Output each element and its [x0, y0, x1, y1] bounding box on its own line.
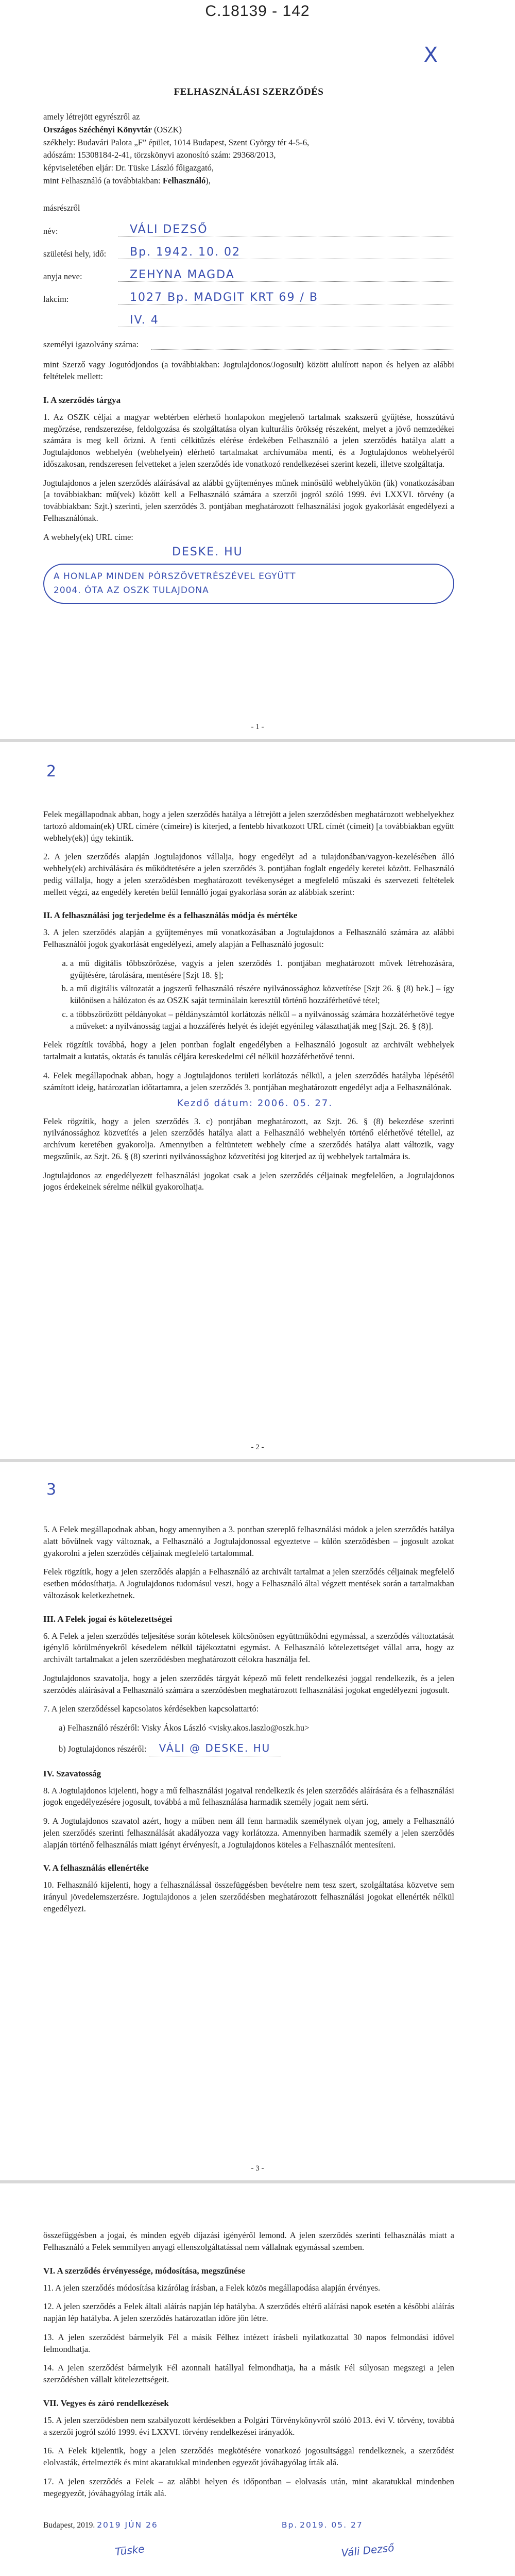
paragraph: Jogtulajdonos az engedélyezett felhasználási jogokat csak a jelen szerződés céljainak megfelelően, a Jogtulajdonos jogos érdekeinek sérelme nélkül gyakorolhatja. — [43, 1170, 454, 1192]
paragraph: 10. Felhasználó kijelenti, hogy a felhasználással összefüggésben bevételre nem tesz szert, szolgáltatása közvetve sem irányul jövedelemszerzésre. Jogtulajdonos a jelen szerződésben meghatározott felhasználási jogokat ellenérték nélkül engedélyezi. — [43, 1880, 454, 1913]
field-mother — [43, 264, 454, 282]
field-value: ZEHYNA MAGDA — [118, 268, 454, 282]
paragraph: összefüggésben a jogai, és minden egyéb díjazási igényéről lemond. A jelen szerződés szerinti felhasználás miatt a Felhasználó a Felek semmilyen anyagi ellenszolgáltatással nem vállalnak egymással szemben. — [43, 2230, 454, 2252]
paragraph: 9. A Jogtulajdonos szavatol azért, hogy a műben nem áll fenn harmadik személynek olyan jog, amely a Felhasználó jelen szerződés szerinti felhasználását akadályozza vagy korlátozza. Amennyiben harmadik személy a jelen szerződés alapján történő felhasználás miatt igényt érvényesít, a Jogtulajdonos köteles a Felhasználót mentesíteni. — [43, 1816, 454, 1850]
library-abbr: (OSZK) — [151, 124, 182, 134]
paragraph: 6. A Felek a jelen szerződés teljesítése során kötelesek kölcsönösen együttműködni egymással, a szerződés változtatását igénylő körülményekről késedelem nélkül tájékoztatni egymást. A Felhasználó kötelezettséget vállal arra, hogy az archivált tartalmakat a jelen szerződésben meghatározott célokra használja fel. — [43, 1631, 454, 1665]
place-date-text: Bp. — [281, 2520, 298, 2530]
rights-list — [43, 958, 454, 1032]
paragraph: 11. A jelen szerződés módosítása kizárólag írásban, a Felek közös megállapodása alapján érvényes. — [43, 2282, 381, 2293]
page-number: - 1 - — [251, 723, 264, 731]
field-value: IV. 4 — [118, 314, 454, 327]
page-number: - 2 - — [251, 1443, 264, 1451]
paragraph: Felek rögzítik, hogy a jelen szerződés 3. c) pontjában meghatározott, az Szjt. 26. § (8) bekezdése szerinti nyilvánossághoz közvetítés a jelen szerződés hatálya alatt a Felhasználó webhelyén történő elérhetővé tétellel, az archívum keretében gyakorolja. Amennyiben a feltüntetett webhely címe a szerződés hatálya alatt változik, vagy megszűnik, az Szjt. 26. § (8) szerinti nyilvánossághoz közvetítési jog kiterjed az új webhelyek tartalmára is. — [43, 1116, 454, 1161]
paragraph: Jogtulajdonos szavatolja, hogy a jelen szerződés tárgyát képező mű felett rendelkezési joggal rendelkezik, és a jelen szerződés aláírásával a Felhasználó számára a szerződésben meghatározott felhasználási jogokat engedélyezni jogosult. — [43, 1673, 454, 1695]
section-6-title: VI. A szerződés érvényessége, módosítása, megszűnése — [43, 2265, 245, 2276]
place-date-stamp: 2019 JÚN 26 — [97, 2520, 158, 2530]
field-address-2 — [43, 310, 454, 327]
handwritten-signature: Tüske — [114, 2543, 145, 2558]
corner-mark: X — [423, 43, 438, 67]
page-4 — [0, 2183, 515, 2576]
place-date-left — [43, 2520, 216, 2531]
paragraph: 2. A jelen szerződés alapján Jogtulajdonos vállalja, hogy engedélyt ad a tulajdonában/vagyon-kezelésében álló webhely(ek) archiválására és működtetésére a jelen szerződés 3. pontjában foglalt engedély keretei között. Felhasználó pedig vállalja, hogy a jelen szerződésben meghatározott tevékenységet a megfelelő műszaki és szervezeti feltételek mellett végzi, az engedély keretén belül fennálló jogai gyakorlása során az alábbiak szerint: — [43, 852, 454, 897]
paragraph: Felek rögzítik továbbá, hogy a jelen pontban foglalt engedélyben a Felhasználó jogosult az archivált webhelyek tartalmait a kutatás, oktatás és tanulás céljára kereskedelmi cél nélkül hozzáférhetővé tenni. — [43, 1040, 454, 1062]
library-tax: adószám: 15308184-2-41, törzskönyvi azonosító szám: 29368/2013, — [43, 150, 276, 160]
document-header — [0, 0, 515, 23]
place-date-text: Budapest, 2019. — [43, 2521, 95, 2530]
library-name-line — [43, 124, 454, 136]
field-label: anyja neve: — [43, 272, 82, 282]
paragraph: 1. Az OSZK céljai a magyar webtérben elérhető honlapokon megjelenő tartalmak szakszerű gyűjtése, hosszútávú megőrzése, rendszerezése, feldolgozása és szolgáltatása olyan kulturális örökség részeként, melyet a jövő nemzedékei számára is meg kell őrizni. A fenti célkitűzés elérése érdekében Felhasználó a jelen szerződés hatálya alatt a Jogtulajdonos webhelyén (webhelyein) elérhető tartalmakat archívumába menti, és a Jogtulajdonos webhelyéről időszakosan, rendszeresen felvetteket a jelen szerződés ide vonatkozó rendelkezései szerint kezeli, illetve szolgáltatja. — [43, 412, 454, 469]
place-date-row — [43, 2520, 454, 2531]
signature-library — [43, 2544, 216, 2576]
signature-owner — [282, 2541, 454, 2576]
section-5-title: V. A felhasználás ellenértéke — [43, 1863, 149, 1873]
paragraph: 16. A Felek kijelentik, hogy a jelen szerződés megkötésére vonatkozó jogosultsággal rendelkeznek, a szerződést elolvasták, értelmezték és mint akaratukkal mindenben egyezőt jóváhagyólag írták alá. — [43, 2446, 454, 2468]
library-rep: képviseletében eljár: Dr. Tüske László főigazgató, — [43, 163, 214, 173]
section-3-title: III. A Felek jogai és kötelezettségei — [43, 1614, 173, 1624]
paragraph: 8. A Jogtulajdonos kijelenti, hogy a mű felhasználási jogaival rendelkezik és jelen szerződés aláírására és a felhasználási jogok engedélyezésére jogosult, továbbá a mű felhasználása harmadik személy jogait nem sérti. — [43, 1785, 454, 1807]
field-label: személyi igazolvány száma: — [43, 340, 139, 350]
section-1-title: I. A szerződés tárgya — [43, 395, 121, 405]
page-3 — [0, 1462, 515, 2180]
field-value — [151, 349, 454, 350]
paragraph: 5. A Felek megállapodnak abban, hogy amennyiben a 3. pontban szereplő felhasználási módok a jelen szerződés hatálya alatt bővülnek vagy változnak, a Felhasználó a Jogtulajdonossal egyeztetve – külön szerződésben – jogosult azokat gyakorolni a jelen szerződés céljainak megfelelő tartalommal. — [43, 1524, 454, 1558]
library-name: Országos Széchényi Könyvtár — [43, 124, 152, 134]
place-date-hand: 2019. 05. 27 — [300, 2520, 363, 2530]
section-2-title: II. A felhasználási jog terjedelme és a felhasználás módja és mértéke — [43, 910, 298, 921]
paragraph: 17. A jelen szerződés a Felek – az alábbi helyen és időpontban – elolvasás után, mint akaratukkal mindenben megegyezőt, jóváhagyólag írták alá. — [43, 2476, 454, 2498]
corner-mark: 2 — [46, 762, 57, 781]
field-id-card — [43, 332, 454, 350]
paragraph: 7. A jelen szerződéssel kapcsolatos kérdésekben kapcsolattartó: — [43, 1704, 259, 1714]
corner-mark: 3 — [46, 1481, 57, 1499]
field-label: lakcím: — [43, 294, 69, 304]
field-birth — [43, 242, 454, 259]
library-address: székhely: Budavári Palota „F” épület, 1014 Budapest, Szent György tér 4-5-6, — [43, 137, 310, 147]
contact-owner-hand: VÁLI @ DESKE. HU — [149, 1741, 281, 1756]
library-role-line — [43, 175, 454, 187]
handwritten-date: Kezdő dátum: 2006. 05. 27. — [177, 1097, 333, 1109]
page-1 — [0, 23, 515, 739]
party-role: mint Szerző vagy Jogutódjondos (a továbbiakban: Jogtulajdonos/Jogosult) között alulírott napon és helyen az alábbi feltételek mellett: — [43, 360, 454, 382]
field-label: név: — [43, 226, 58, 236]
box-line: 2004. ÓTA AZ OSZK TULAJDONA — [54, 585, 209, 596]
field-value: Bp. 1942. 10. 02 — [118, 246, 454, 259]
paragraph: 14. A jelen szerződést bármelyik Fél azonnali hatállyal felmondhatja, ha a másik Fél súlyosan megszegi a jelen szerződésben vállalt kötelezettségeit. — [43, 2363, 454, 2385]
contact-library: a) Felhasználó részéről: Visky Ákos László <visky.akos.laszlo@oszk.hu> — [59, 1723, 310, 1733]
url-handwritten: DESKE. HU — [172, 545, 243, 558]
field-value: 1027 Bp. MADGIT KRT 69 / B — [118, 291, 454, 304]
field-name — [43, 219, 454, 236]
field-label: születési hely, idő: — [43, 249, 107, 259]
contract-title: FELHASZNÁLÁSI SZERZŐDÉS — [174, 87, 324, 97]
paragraph: Felek rögzítik, hogy a jelen szerződés alapján a Felhasználó az archivált tartalmat a jelen szerződés céljainak megfelelő esetben módosíthatja. A Jogtulajdonos tudomásul veszi, hogy a Felhasználó által végzett mentések során a tartalmakban változások keletkezhetnek. — [43, 1567, 454, 1600]
list-item: c. a többszörözött példányokat – példányszámtól korlátozás nélkül – a nyilvánosság számára hozzáférhetővé tegye a műveket: a nyilvánosság tagjai a hozzáférés helyét és idejét egyénileg választhatják meg [Szjt. 26. § (8)]. — [70, 1009, 454, 1032]
handwritten-box — [43, 564, 454, 604]
intro-text: amely létrejött egyrészről az — [43, 112, 140, 122]
library-role-prefix: mint Felhasználó (a továbbiakban: — [43, 175, 163, 185]
page-2 — [0, 742, 515, 1459]
page-number: - 3 - — [251, 2164, 264, 2173]
other-party: másrészről — [43, 202, 80, 213]
contact-owner-label: b) Jogtulajdonos részéről: — [59, 1743, 147, 1754]
paragraph: Jogtulajdonos a jelen szerződés aláírásával az alábbi gyűjteményes műnek minősülő webhelyükön (ük) vonatkozásában [a továbbiakban: mű(vek) között kell a Felhasználó számára a szerzői jogról szóló 1999. évi LXXVI. törvény (a továbbiakban: Szjt.) szerinti, jelen szerződés 3. pontjában meghatározott felhasználási jogok gyakorlását engedélyezi a Felhasználónak. — [43, 478, 454, 523]
field-address — [43, 287, 454, 304]
signature-mark — [282, 2541, 454, 2562]
list-item: b. a mű digitális változatát a jogszerű felhasználó részére nyilvánossághoz közvetítése [Szjt 26. § (8) bek.] – így különösen a hálózaton és az OSZK saját terminálain keresztül történő hozzáférhetővé tétel; — [70, 983, 454, 1007]
section-4-title: IV. Szavatosság — [43, 1768, 101, 1778]
library-role-suffix: ), — [205, 175, 211, 185]
box-line: A HONLAP MINDEN PÓRSZÖVETRÉSZÉVEL EGYÜTT — [54, 571, 296, 582]
paragraph: 12. A jelen szerződés a Felek általi aláírás napján lép hatályba. A szerződés eltérő aláírási napok esetén a későbbi aláírás napján lép hatályba. A jelen szerződés határozatlan időre jön létre. — [43, 2301, 454, 2324]
library-role: Felhasználó — [162, 175, 206, 185]
contact-owner — [59, 1741, 454, 1756]
paragraph: Felek megállapodnak abban, hogy a jelen szerződés hatálya a létrejött a jelen szerződésben meghatározott webhelyekhez tartozó aldomain(ek) URL címére (címeire) is kiterjed, a fentebb hivatkozott URL címét (címeit) [a továbbiakban együtt webhely(ek)] úgy tekintik. — [43, 809, 454, 843]
signature-row — [43, 2541, 454, 2576]
handwritten-signature: Váli Dezső — [340, 2541, 395, 2560]
place-date-right — [282, 2520, 454, 2531]
url-label: A webhely(ek) URL címe: — [43, 532, 133, 542]
paragraph: 15. A jelen szerződésben nem szabályozott kérdésekben a Polgári Törvénykönyvről szóló 2013. évi V. törvény, továbbá a szerzői jogról szóló 1999. évi LXXVI. törvény rendelkezései irányadók. — [43, 2415, 454, 2437]
field-value: VÁLI DEZSŐ — [118, 223, 454, 236]
signature-mark — [43, 2544, 216, 2562]
paragraph: 3. A jelen szerződés alapján a gyűjteményes mű vonatkozásában a Jogtulajdonos a Felhasználó számára az alábbi Felhasználói jogok gyakorlását engedélyezi, amely alapján a Felhasználó jogosult: — [43, 927, 454, 950]
paragraph: 13. A jelen szerződést bármelyik Fél a másik Félhez intézett írásbeli nyilatkozattal 30 napos felmondási idővel felmondhatja. — [43, 2332, 454, 2354]
paragraph: 4. Felek megállapodnak abban, hogy a Jogtulajdonos területi korlátozás nélkül, a jelen szerződés hatályba lépésétől számított ideig, határozatlan időtartamra, a jelen szerződés 3. pontjában meghatározott engedélyt adja a Felhasználónak. — [43, 1071, 454, 1092]
list-item: a. a mű digitális többszörözése, vagyis a jelen szerződés 1. pontjában meghatározott művek létrehozására, gyűjtésére, tárolására, mentésére [Szjt 18. §]; — [70, 958, 454, 981]
section-7-title: VII. Vegyes és záró rendelkezések — [43, 2398, 169, 2408]
document-code: C.18139 - 142 — [205, 3, 310, 20]
